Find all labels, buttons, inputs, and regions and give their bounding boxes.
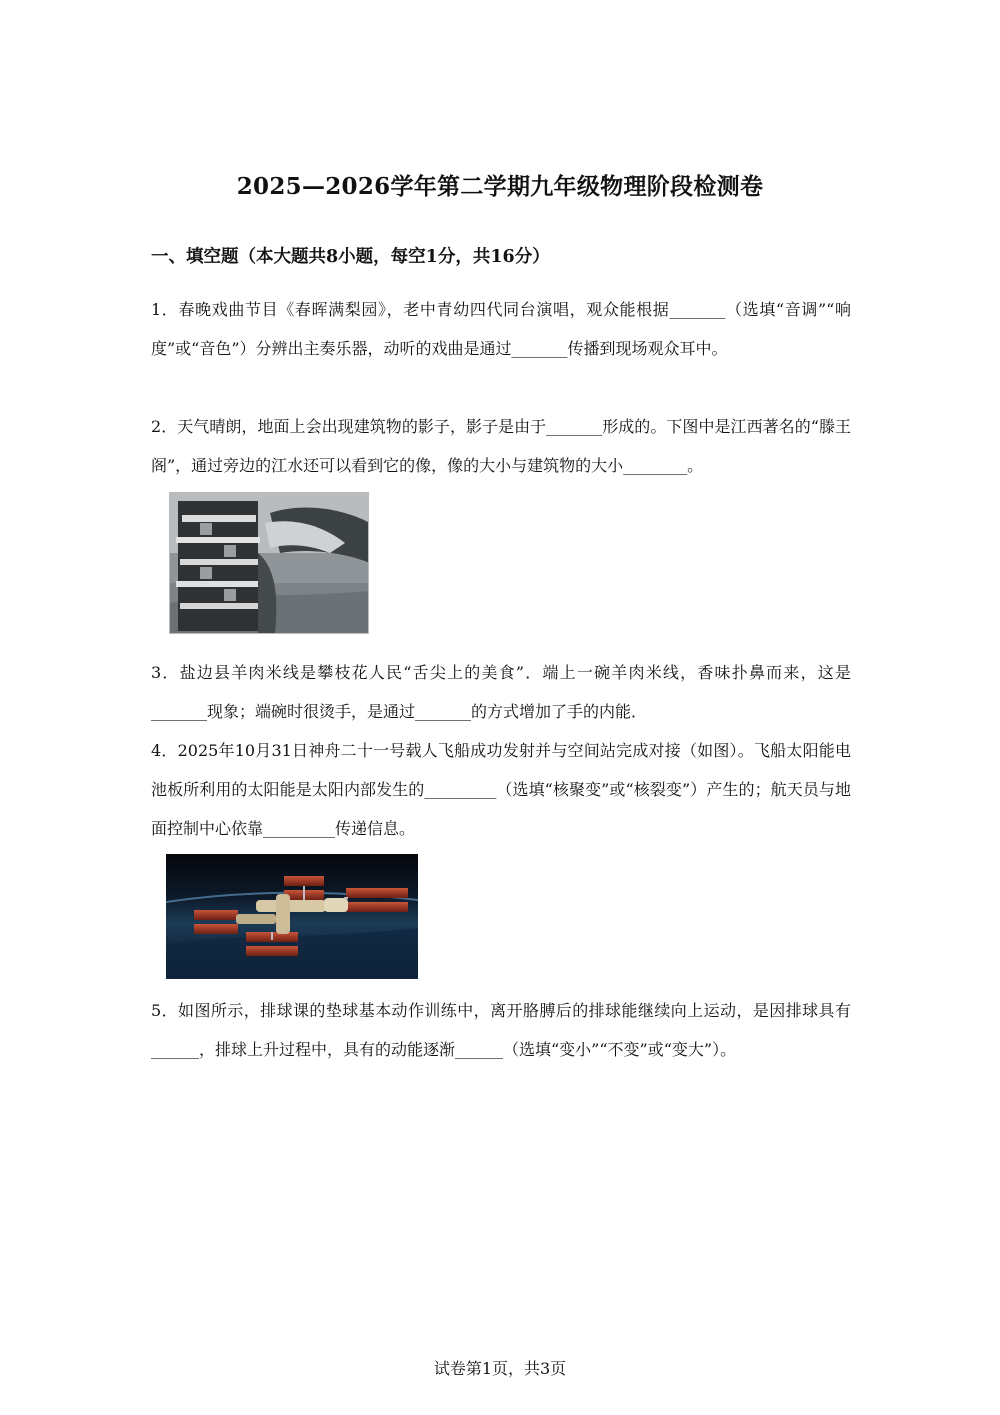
question-number: 3． [151, 663, 180, 682]
question-2 [151, 407, 851, 485]
page-title: 2025—2026学年第二学期九年级物理阶段检测卷 [236, 173, 764, 200]
question-number: 5． [151, 1001, 179, 1020]
page-footer: 试卷第1页，共3页 [433, 1359, 567, 1378]
question-5 [151, 991, 851, 1069]
space-station-image [166, 854, 418, 979]
question-1 [151, 290, 851, 368]
question-3 [151, 653, 851, 731]
question-text: 天气晴朗，地面上会出现建筑物的影子，影子是由于_______形成的。下图中是江西著名的“滕王阁”，通过旁边的江水还可以看到它的像，像的大小与建筑物的大小________。 [151, 417, 851, 475]
question-text: 2025年10月31日神舟二十一号载人飞船成功发射并与空间站完成对接（如图）。飞船太阳能电池板所利用的太阳能是太阳内部发生的_________（选填“核聚变”或“核裂变”）产生的；航天员与地面控制中心依靠_________传递信息。 [151, 741, 851, 838]
question-number: 4． [151, 741, 178, 760]
question-number: 2． [151, 417, 178, 436]
question-4 [151, 731, 851, 848]
tengwang-pavilion-image [169, 492, 369, 634]
section-heading: 一、填空题（本大题共8小题，每空1分，共16分） [151, 247, 550, 267]
question-text: 盐边县羊肉米线是攀枝花人民“舌尖上的美食”．端上一碗羊肉米线，香味扑鼻而来，这是_______现象；端碗时很烫手，是通过_______的方式增加了手的内能． [151, 663, 851, 721]
question-text: 如图所示，排球课的垫球基本动作训练中，离开胳膊后的排球能继续向上运动，是因排球具有______，排球上升过程中，具有的动能逐渐______（选填“变小”“不变”或“变大”）。 [151, 1001, 851, 1059]
question-text: 春晚戏曲节目《春晖满梨园》，老中青幼四代同台演唱，观众能根据_______（选填“音调”“响度”或“音色”）分辨出主奏乐器，动听的戏曲是通过_______传播到现场观众耳中。 [151, 300, 851, 358]
question-number: 1． [151, 300, 179, 319]
